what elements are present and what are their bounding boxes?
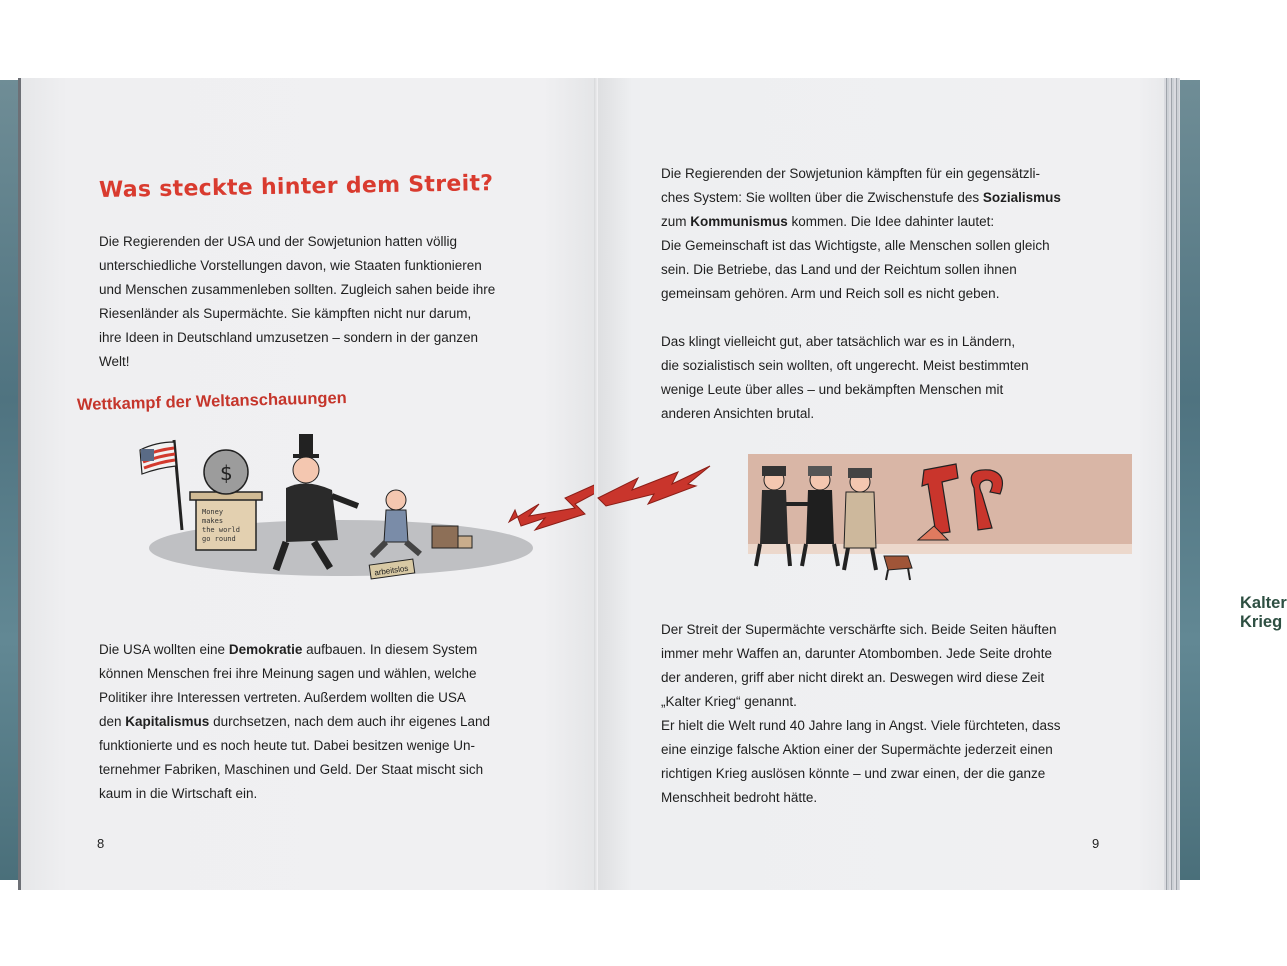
section-heading-kalter-krieg: Kalter Krieg [1240,594,1287,631]
text-line: können Menschen frei ihre Meinung sagen und wählen, welche [99,666,477,681]
text-line [99,638,490,662]
section-heading-weltanschauungen: Wettkampf der Weltanschauungen [76,388,347,414]
right-page [598,78,1287,890]
text-line: unterschiedliche Vorstellungen davon, wie Staaten funktionieren [99,258,482,273]
text-line: gemeinsam gehören. Arm und Reich soll es nicht geben. [661,286,1000,301]
text-line: der anderen, griff aber nicht direkt an. Deswegen wird diese Zeit [661,670,1045,685]
text-line: immer mehr Waffen an, darunter Atombomben. Jede Seite drohte [661,646,1052,661]
text-line [661,210,1061,234]
text-line: die sozialistisch sein wollten, oft ungerecht. Meist bestimmten [661,358,1029,373]
text-line: richtigen Krieg auslösen könnte – und zwar einen, der die ganze [661,766,1046,781]
page-title: Was steckte hinter dem Streit? [98,171,494,203]
text-line: ternehmer Fabriken, Maschinen und Geld. Der Staat mischt sich [99,762,484,777]
dollar-sign: $ [220,461,233,485]
open-book [18,78,1287,890]
keyword-kapitalismus: Kapitalismus [125,714,210,729]
text-span: kommen. Die Idee dahinter lautet: [787,214,995,229]
page-edges [1164,78,1180,890]
critique-paragraph [661,330,1029,426]
lightning-arrow-right [598,458,718,518]
text-line: Das klingt vielleicht gut, aber tatsächlich war es in Ländern, [661,334,1016,349]
text-line: wenige Leute über alles – und bekämpften Menschen mit [661,382,1004,397]
intro-paragraph [99,230,495,374]
soviet-officials-group [756,466,876,570]
text-line: Politiker ihre Interessen vertreten. Außerdem wollten die USA [99,690,466,705]
text-line [661,186,1061,210]
sign-text: the world [202,526,240,534]
text-line: und Menschen zusammenleben sollten. Zugleich sahen beide ihre [99,282,496,297]
text-span: ches System: Sie wollten über die Zwischenstufe des [661,190,983,205]
text-line: ihre Ideen in Deutschland umzusetzen – sondern in der ganzen [99,330,478,345]
sign-text: makes [202,517,224,525]
text-line: funktionierte und es noch heute tut. Dabei besitzen wenige Un- [99,738,475,753]
soviet-illustration [738,448,1138,588]
page-number-left: 8 [97,836,105,851]
text-line: „Kalter Krieg“ genannt. [661,694,797,709]
left-page [18,78,601,890]
text-line: Die Regierenden der USA und der Sowjetunion hatten völlig [99,234,457,249]
capitalism-illustration [136,430,506,580]
sign-text: go round [202,535,236,543]
text-line: sein. Die Betriebe, das Land und der Reichtum sollen ihnen [661,262,1017,277]
page-number-right: 9 [1092,836,1100,851]
money-lectern [190,450,262,550]
text-line: Die Regierenden der Sowjetunion kämpften für ein gegensätzli- [661,166,1040,181]
text-line: eine einzige falsche Aktion einer der Supermächte jederzeit einen [661,742,1053,757]
text-line: anderen Ansichten brutal. [661,406,815,421]
usa-paragraph [99,638,490,806]
text-span: Die USA wollten eine [99,642,229,657]
text-line: Er hielt die Welt rund 40 Jahre lang in Angst. Viele fürchteten, dass [661,718,1061,733]
text-span: zum [661,214,691,229]
text-line: Welt! [99,354,130,369]
keyword-sozialismus: Sozialismus [982,190,1061,205]
text-line: Riesenländer als Supermächte. Sie kämpften nicht nur darum, [99,306,472,321]
keyword-demokratie: Demokratie [228,642,303,657]
text-span: aufbauen. In diesem System [302,642,478,657]
lightning-arrow-left [505,458,605,538]
sign-text: Money [202,508,224,516]
us-flag [140,440,182,530]
text-line: Menschheit bedroht hätte. [661,790,818,805]
soviet-paragraph [661,162,1061,306]
cold-war-paragraph [661,618,1061,810]
small-dog [884,556,912,580]
text-line: Der Streit der Supermächte verschärfte sich. Beide Seiten häuften [661,622,1057,637]
text-span: den [99,714,126,729]
cardboard-sign-text: arbeitslos [373,563,409,578]
text-span: durchsetzen, nach dem auch ihr eigenes Land [209,714,490,729]
text-line: kaum in die Wirtschaft ein. [99,786,258,801]
keyword-kommunismus: Kommunismus [690,214,788,229]
text-line: Die Gemeinschaft ist das Wichtigste, alle Menschen sollen gleich [661,238,1050,253]
text-line [99,710,490,734]
